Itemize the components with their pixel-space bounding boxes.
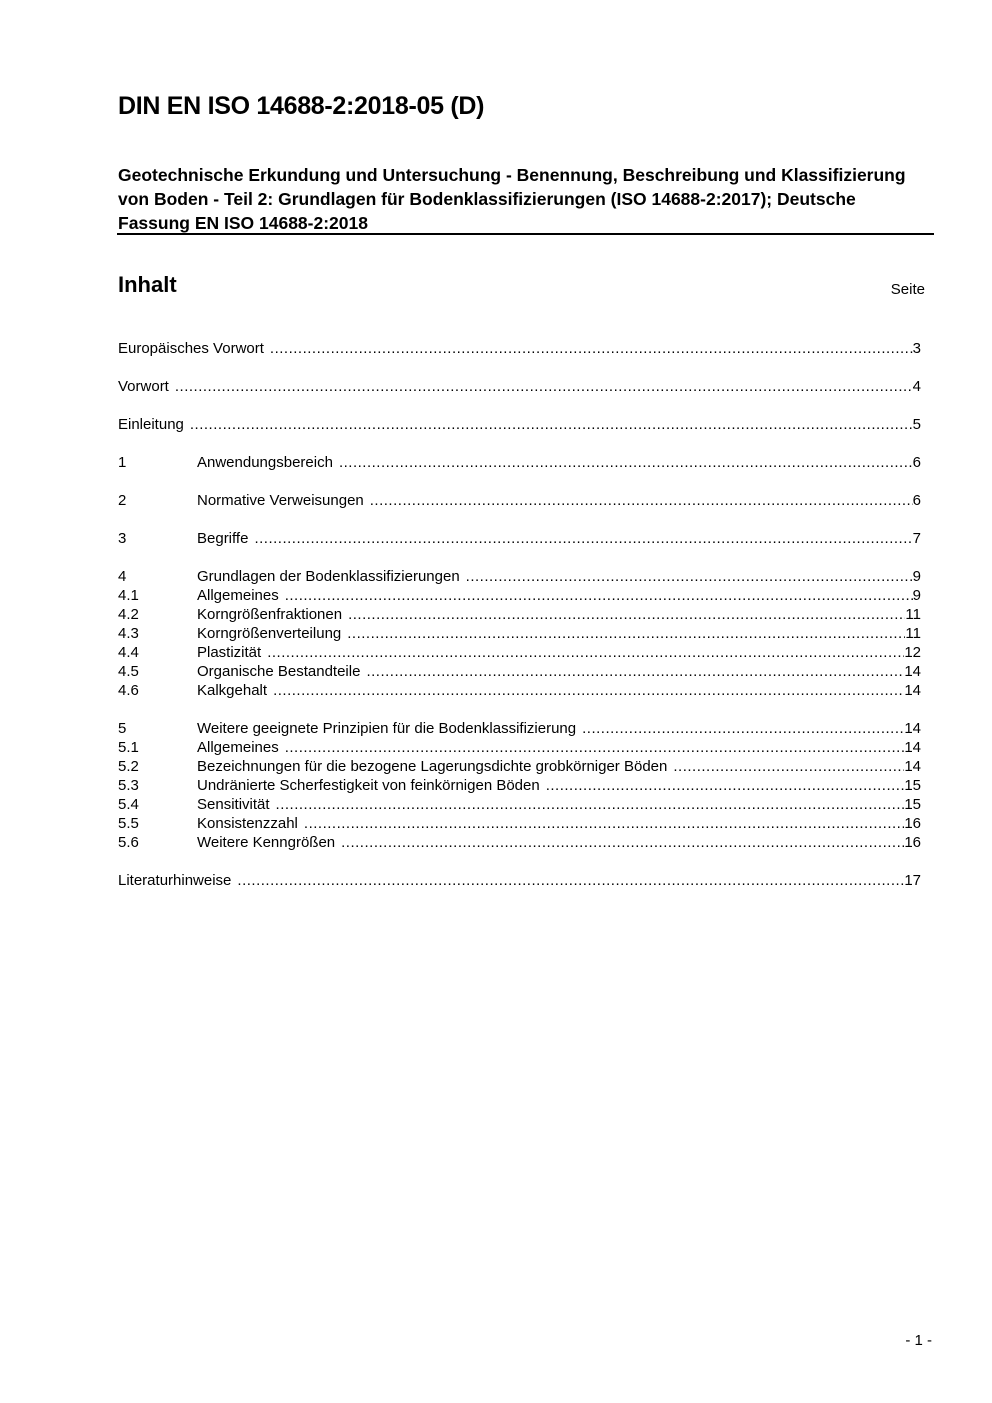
toc-entry-page: 9 [912,587,921,604]
toc-entry[interactable] [118,643,921,662]
toc-entry-number: 5.2 [118,758,139,775]
toc-leader [341,833,904,852]
toc-leader [190,415,913,434]
toc-entry-title: Normative Verweisungen [197,492,364,509]
toc-entry-page: 14 [904,720,921,737]
toc-entry-number: 5.6 [118,834,139,851]
toc-entry-number: 4.4 [118,644,139,661]
toc-entry[interactable] [118,871,921,890]
toc-entry-page: 16 [904,815,921,832]
toc-entry-page: 9 [912,568,921,585]
toc-entry[interactable] [118,738,921,757]
document-subtitle: Geotechnische Erkundung und Untersuchung - Benennung, Beschreibung und Klassifizierung von Boden - Teil 2: Grundlagen für Bodenklassifizierungen (ISO 14688-2:2017); Deutsche Fassung EN ISO 14688-2:2018 [118,165,906,233]
title-divider [117,233,934,235]
toc-leader [285,586,913,605]
toc-entry-title: Literaturhinweise [118,872,232,889]
toc-entry[interactable] [118,529,921,548]
toc-entry[interactable] [118,605,921,624]
toc-leader [276,795,905,814]
page-number: - 1 - [905,1332,932,1349]
toc-leader [366,662,904,681]
toc-leader [339,453,913,472]
toc-entry[interactable] [118,624,921,643]
toc-entry[interactable] [118,377,921,396]
toc-leader [285,738,905,757]
toc-entry-number: 1 [118,454,127,471]
toc-entry-number: 4 [118,568,127,585]
toc-entry-number: 4.1 [118,587,139,604]
toc-entry-page: 11 [905,625,921,642]
toc-entry[interactable] [118,681,921,700]
toc-entry-page: 4 [912,378,921,395]
toc-entry[interactable] [118,567,921,586]
toc-entry[interactable] [118,453,921,472]
toc-entry[interactable] [118,662,921,681]
toc-entry-title: Organische Bestandteile [197,663,361,680]
toc-entry-title: Korngrößenfraktionen [197,606,343,623]
toc-entry-number: 5.3 [118,777,139,794]
toc-entry[interactable] [118,776,921,795]
toc-leader [348,605,905,624]
toc-entry-page: 3 [912,340,921,357]
toc-entry[interactable] [118,491,921,510]
toc-leader [466,567,913,586]
toc-leader [237,871,904,890]
toc-leader [175,377,913,396]
page-column-label: Seite [890,281,925,298]
toc-leader [347,624,905,643]
toc-entry[interactable] [118,586,921,605]
toc-entry-page: 14 [904,739,921,756]
toc-entry-title: Vorwort [118,378,169,395]
toc-entry-title: Allgemeines [197,587,279,604]
toc-entry-title: Korngrößenverteilung [197,625,342,642]
toc-entry-title: Anwendungsbereich [197,454,333,471]
toc-entry-page: 7 [912,530,921,547]
toc-entry-title: Konsistenzzahl [197,815,298,832]
toc-entry-page: 12 [904,644,921,661]
toc-entry-page: 5 [912,416,921,433]
toc-leader [673,757,904,776]
document-title: DIN EN ISO 14688-2:2018-05 (D) [118,92,485,120]
toc-entry-page: 17 [904,872,921,889]
toc-leader [546,776,905,795]
toc-entry-title: Undränierte Scherfestigkeit von feinkörnigen Böden [197,777,540,794]
toc-leader [370,491,913,510]
toc-entry-number: 3 [118,530,127,547]
toc-entry[interactable] [118,833,921,852]
toc-entry[interactable] [118,814,921,833]
toc-entry-page: 14 [904,758,921,775]
toc-entry-number: 5.4 [118,796,139,813]
toc-entry-title: Weitere geeignete Prinzipien für die Bodenklassifizierung [197,720,577,737]
toc-entry[interactable] [118,339,921,358]
toc-entry-number: 5.1 [118,739,139,756]
toc-entry-title: Bezeichnungen für die bezogene Lagerungsdichte grobkörniger Böden [197,758,668,775]
toc-entry-title: Europäisches Vorwort [118,340,264,357]
toc-entry-title: Allgemeines [197,739,279,756]
toc-entry-page: 6 [912,454,921,471]
toc-leader [273,681,904,700]
toc-entry-number: 4.5 [118,663,139,680]
toc-entry-page: 16 [904,834,921,851]
toc-leader [254,529,912,548]
toc-entry-title: Grundlagen der Bodenklassifizierungen [197,568,460,585]
toc-leader [582,719,904,738]
toc-entry-title: Begriffe [197,530,249,547]
toc-leader [270,339,913,358]
toc-entry-number: 2 [118,492,127,509]
toc-entry-number: 4.2 [118,606,139,623]
toc-entry-page: 15 [904,777,921,794]
toc-entry-page: 11 [905,606,921,623]
toc-entry-title: Sensitivität [197,796,270,813]
toc-entry-title: Weitere Kenngrößen [197,834,336,851]
toc-entry-page: 14 [904,682,921,699]
toc-entry[interactable] [118,719,921,738]
toc-leader [304,814,904,833]
toc-entry-title: Kalkgehalt [197,682,268,699]
table-of-contents [118,339,921,890]
toc-entry-number: 4.3 [118,625,139,642]
toc-entry-number: 5 [118,720,127,737]
toc-entry-page: 14 [904,663,921,680]
toc-entry-title: Einleitung [118,416,184,433]
toc-entry[interactable] [118,415,921,434]
toc-entry-page: 15 [904,796,921,813]
toc-leader [267,643,904,662]
toc-entry-page: 6 [912,492,921,509]
toc-entry[interactable] [118,757,921,776]
toc-entry-title: Plastizität [197,644,262,661]
toc-heading: Inhalt [118,272,177,297]
toc-entry-number: 5.5 [118,815,139,832]
toc-entry[interactable] [118,795,921,814]
toc-entry-number: 4.6 [118,682,139,699]
